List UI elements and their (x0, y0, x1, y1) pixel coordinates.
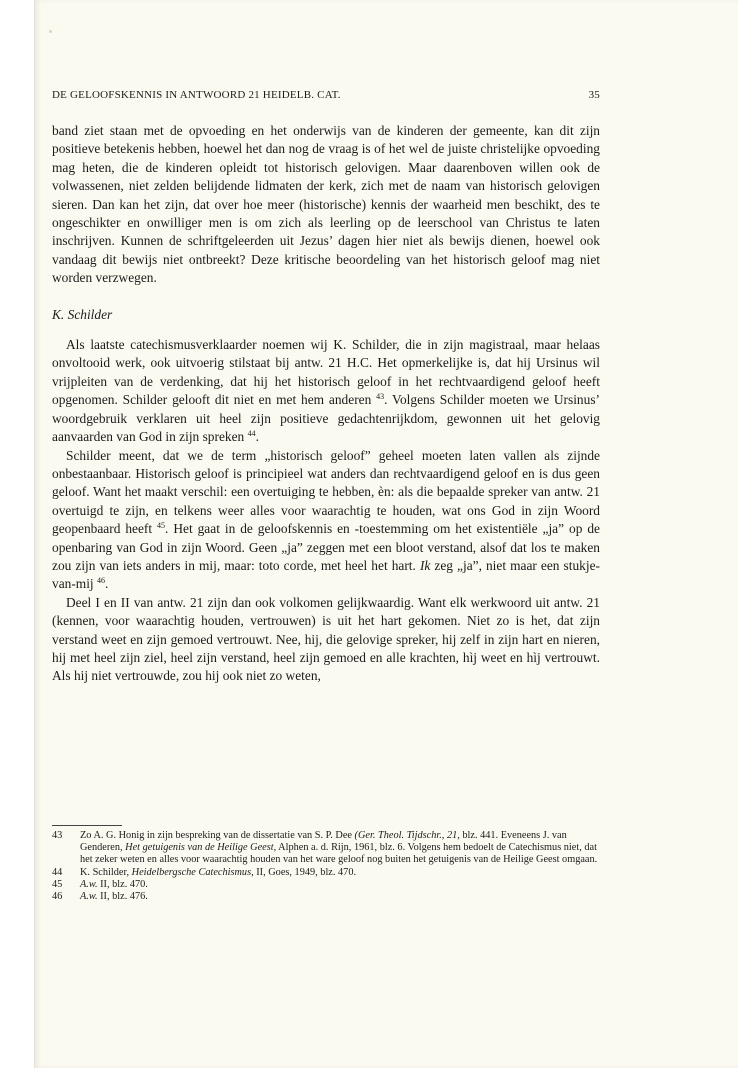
paragraph-3 (52, 447, 600, 594)
footnote-italic-title: A.w. (80, 878, 98, 890)
section-heading: K. Schilder (52, 306, 113, 322)
footnote-number: 44 (52, 866, 63, 878)
paragraph-3-text-c: zeg „ja”, niet maar een stukje-van-mij (52, 557, 600, 592)
footnote-ref-45[interactable]: 45 (157, 521, 166, 531)
paragraph-4: Deel I en II van antw. 21 zijn dan ook volkomen gelijkwaardig. Want elk werkwoord uit antw. 21 (kennen, voor waarachtig houden, vertrouwen) is uit het hart gekomen. Niet zo is het, dat zijn verstand weet en zijn gemoed vertrouwt. Nee, hij, die gelovige spreker, hij zelf in zijn hart en nieren, hij met heel zijn ziel, heel zijn verstand, heel zijn gemoed en alle krachten, hìj weet en hìj vertrouwt. Als hij niet vertrouwde, zou hij ook niet zo weten, (52, 594, 600, 684)
footnote-italic-title-2: Het getuigenis van de Heilige Geest, (125, 842, 277, 854)
footnote-number: 43 (52, 830, 63, 841)
footnote-text-b: blz. 441. Eveneens J. van Genderen, (80, 830, 567, 854)
footnote-43 (52, 830, 600, 867)
footnote-number: 45 (52, 878, 63, 890)
paragraph-2-text-b: . Volgens Schilder moeten we Ursinus’ woordgebruik verklaren uit heel zijn positieve gedachtenrijkdom, gewonnen uit het gelovig aanvaarden van God in zijn spreken (52, 392, 600, 445)
paragraph-2-text-a: Als laatste catechismusverklaarder noemen wij K. Schilder, die in zijn magistraal, maar helaas onvoltooid werk, ook uitvoerig stilstaat bij antw. 21 H.C. Het opmerkelijke is, dat hij Ursinus wil vrijpleiten van de verdenking, dat hij het historisch geloof in het rechtvaardigend geloof heeft opgenomen. Schilder gelooft dit niet en met hem anderen (52, 337, 600, 408)
body-text (52, 122, 600, 686)
footnote-italic-title: Heidelbergsche Catechismus, (131, 866, 254, 878)
running-header (52, 89, 600, 101)
footnote-45 (52, 879, 600, 891)
footnote-text (80, 891, 600, 903)
footnote-46 (52, 891, 600, 903)
footnote-text-b: II, blz. 476. (97, 891, 148, 903)
footnote-italic-title: A.w. (80, 891, 98, 903)
footnote-text-a: K. Schilder, (80, 866, 132, 878)
scan-speck (49, 30, 52, 33)
footnote-text-b: II, blz. 470. (97, 878, 148, 890)
footnote-text-c: Alphen a. d. Rijn, 1961, blz. 6. Volgens hem bedoelt de Catechismus niet, dat het zeker weten en alles voor waarachtig houden van het ware geloof nog buiten het getuigenis van de Heilige Geest omgaan. (80, 842, 598, 866)
footnote-text (80, 867, 600, 879)
paragraph-3-italic: Ik (419, 557, 431, 573)
footnote-divider (52, 825, 122, 826)
footnote-text-a: Zo A. G. Honig in zijn bespreking van de dissertatie van S. P. Dee (80, 830, 355, 841)
footnote-ref-44[interactable]: 44 (247, 429, 256, 439)
running-title: DE GELOOFSKENNIS IN ANTWOORD 21 HEIDELB. CAT. (52, 89, 341, 101)
footnote-ref-43[interactable]: 43 (376, 392, 385, 402)
footnote-number: 46 (52, 891, 63, 903)
footnotes (52, 830, 600, 903)
paragraph-2-text-c: . (255, 429, 259, 445)
paragraph-3-text-b: . Het gaat in de geloofskennis en -toestemming om het existentiële „ja” op de openbaring van God in zijn Woord. Geen „ja” zeggen met een bloot verstand, alsof dat los te maken zou zijn van iets anders in mij, maar: toto corde, met heel het hart. (52, 521, 600, 573)
footnote-italic-title: (Ger. Theol. Tijdschr., 21, (354, 830, 460, 841)
footnote-44 (52, 867, 600, 879)
paragraph-1: band ziet staan met de opvoeding en het onderwijs van de kinderen der gemeente, kan dit zijn positieve betekenis hebben, hoewel het dan nog de vraag is of het wel de juiste christelijke opvoeding mag heten, die de kinderen opleidt tot historisch gelovigen. Maar daarenboven willen ook de volwassenen, niet zelden belijdende lidmaten der kerk, zich met de naam van historisch gelovigen sieren. Dan kan het zijn, dat over hoe meer (historische) kennis der waarheid men beschikt, des te ongeschikter en onwilliger men is om zich als leerling op de leerschool van Christus te laten inschrijven. Kunnen de schriftgeleerden uit Jezus’ dagen hier niet als bewijs dienen, hoewel ook vandaag dit bewijs niet ontbreekt? Deze kritische beoordeling van het historisch geloof mag niet worden verzwegen. (52, 123, 600, 286)
paragraph-3-text-d: . (105, 576, 109, 592)
footnote-text-b: II, Goes, 1949, blz. 470. (253, 866, 357, 878)
paragraph-3-text-a: Schilder meent, dat we de term „historisch geloof” geheel moeten laten vallen als zijnde onbestaanbaar. Historisch geloof is principieel wat anders dan rechtvaardigend geloof en is dus geen geloof. Want het maakt verschil: een overtuiging te hebben, èn: als die bepaalde spreker van antw. 21 overtuigd te zijn, en telkens weer alles voor waarachtig te houden, wat ons God in zijn Woord geopenbaard heeft (52, 447, 600, 537)
footnote-text (80, 830, 600, 867)
paragraph-2 (52, 336, 600, 446)
footnote-text (80, 879, 600, 891)
footnote-ref-46[interactable]: 46 (97, 576, 105, 586)
page-number: 35 (588, 89, 600, 101)
